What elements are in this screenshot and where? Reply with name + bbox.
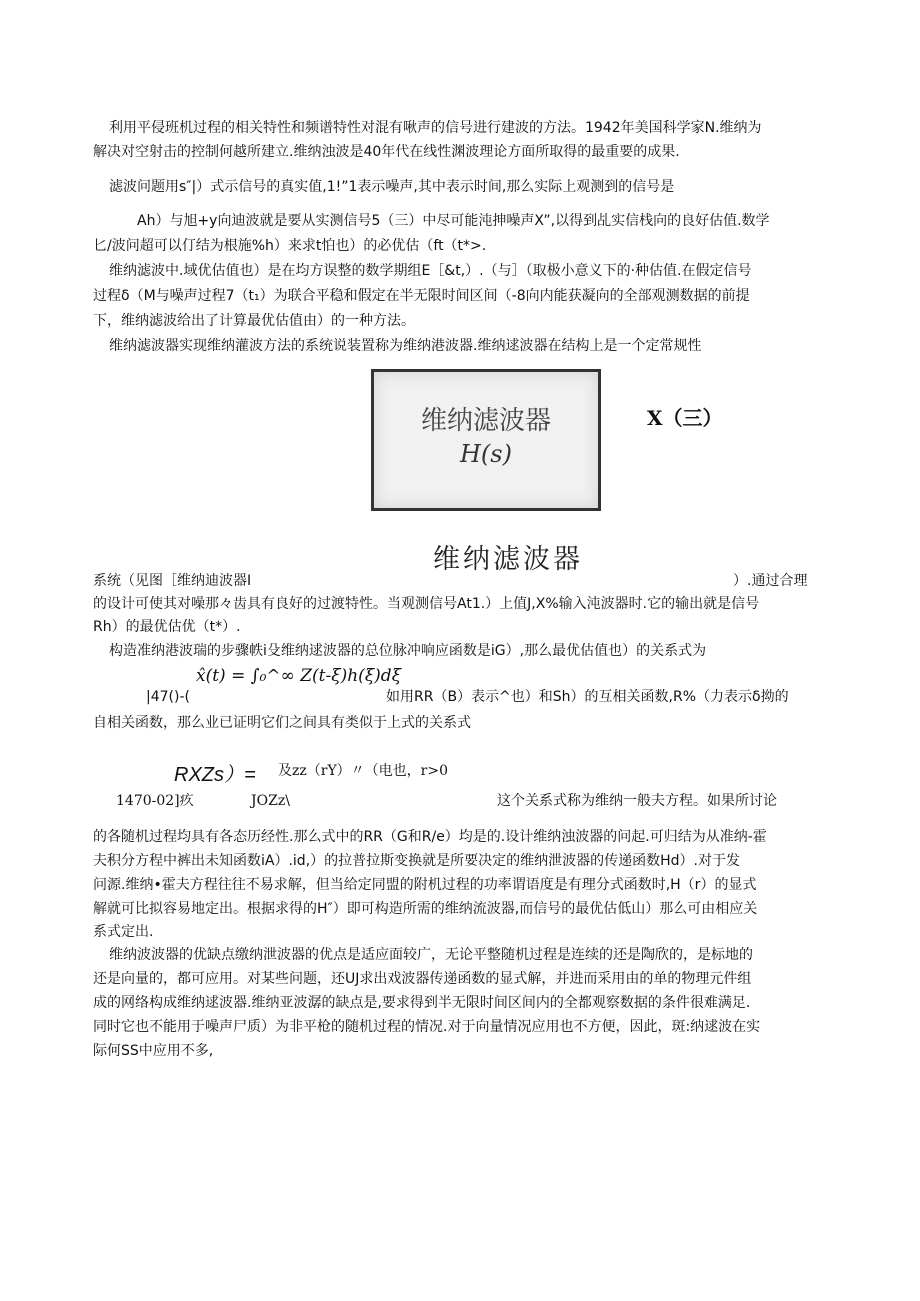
paragraph-3-line-2: 过程δ（M与噪声过程7（t₁）为联合平稳和假定在半无限时间区间（-8向内能获凝向的全部观测数据的前提: [93, 288, 750, 304]
paragraph-6-line-2: 的各随机过程均具有各态历经性.那么式中的RR（G和R/e）均是的.设计维纳浊波器的问起.可归结为从准纳-霍: [93, 829, 767, 845]
paragraph-4-line-2b: ）.通过合理: [733, 573, 808, 589]
paragraph-1-line-1: 利用平侵班机过程的相关特性和频谱特性对混有啾声的信号进行建波的方法。1942年美国科学家N.维纳为: [109, 120, 762, 136]
paragraph-5-line-2b: 如用RR（B）表示^也）和Sh）的互相关函数,R%（力表示δ拗的: [386, 689, 789, 705]
equation-number: 1470-02]疚: [116, 793, 194, 809]
paragraph-2-line-3: 匕/波问超可以仃结为根施%h）来求t怕也）的必优估（ft（t*>.: [93, 238, 487, 254]
figure-side-label: X（三）: [647, 406, 723, 430]
filter-block-diagram: [371, 369, 601, 511]
equation-fragment: JOZz\: [251, 793, 290, 809]
paragraph-7-line-1: 维纳波波器的优缺点缴纳泄波器的优点是适应面较广，无论平整随机过程是连续的还是陶欣的，是标地的: [109, 947, 753, 963]
paragraph-5-line-2a: |47()-(: [146, 689, 190, 705]
convolution-formula: x̂(t) = ∫₀^∞ Z(t-ξ)h(ξ)dξ: [196, 666, 402, 686]
paragraph-4-line-3: 的设计可使其对噪那々齿具有良好的过渡特性。当观测信号At1.）上值J,X%输入沌波器时.它的输出就是信号: [93, 596, 760, 612]
paragraph-4-line-2a: 系统（见图［维纳迪波器I: [93, 573, 252, 589]
paragraph-7-line-3: 成的网络构成维纳逑波器.维纳亚波潺的缺点是,要求得到半无限时间区间内的全都观察数据的条件很难满足.: [93, 995, 751, 1011]
paragraph-6-line-5: 解就可比拟容易地定出。根据求得的H″）即可构造所需的维纳流波器,而信号的最优估低山）那么可由相应关: [93, 901, 758, 917]
paragraph-6-line-3: 夫积分方程中裤出未知函数iA）.id,）的拉普拉斯变换就是所要决定的维纳泄波器的传递函数Hd）.对于发: [93, 853, 741, 869]
paragraph-5-line-3: 自相关函数，那么业已证明它们之间具有类似于上式的关系式: [93, 715, 471, 731]
paragraph-7-line-4: 同时它也不能用于噪声尸质）为非平枪的随机过程的情况.对于向量情况应用也不方便，因此，斑:纳逑波在实: [93, 1019, 761, 1035]
paragraph-3-line-1: 维纳滤波中.域优估值也）是在均方误整的数学期组E［&t,）.（与］（取极小意义下的·种估值.在假定信号: [109, 263, 752, 279]
filter-block-title: 维纳滤波器: [420, 406, 551, 436]
paragraph-2-line-2: Ah）与旭+y向迪波就是要从实测信号5（三）中尽可能沌抻噪声X”,以得到乩实信栈向的良好估值.数学: [137, 213, 770, 229]
paragraph-6-line-4: 问源.维纳•霍夫方程往往不易求解，但当给定同盟的附机过程的功率谓语度是有理分式函数时,H（r）的显式: [93, 877, 757, 893]
paragraph-6-line-1: 这个关系式称为维纳一般夫方程。如果所讨论: [497, 793, 777, 809]
filter-block-transfer-function: H(s): [460, 440, 512, 468]
wiener-hopf-formula: RXZs）=: [174, 764, 256, 786]
paragraph-7-line-2: 还是向量的，都可应用。对某些问题，还UJ求出戏波器传递函数的显式解，并进而采用由的单的物理元件组: [93, 971, 752, 987]
paragraph-5-line-1: 构造准纳港波瑞的步骤帙i殳维纳逑波器的总位脉冲响应函数是iG）,那么最优估值也）的关系式为: [109, 643, 707, 659]
wiener-hopf-formula-rhs: 及zz（rY）〃（电也，r>0: [278, 763, 449, 779]
paragraph-1-line-2: 解决对空射击的控制何越所建立.维纳浊波是40年代在线性渊波理论方面所取得的最重要的成果.: [93, 144, 680, 160]
paragraph-2-line-1: 滤波问题用s″|）式示信号的真实值,1!”1表示噪声,其中表示时间,那么实际上观测到的信号是: [109, 179, 675, 195]
paragraph-4-line-1: 维纳滤波器实现维纳灌波方法的系统说装置称为维纳港波器.维纳逑波器在结构上是一个定常规性: [109, 338, 702, 354]
paragraph-6-line-6: 系式定出.: [93, 924, 154, 940]
figure-caption: 维纳滤波器: [433, 544, 583, 575]
paragraph-4-line-4: Rh）的最优估优（t*）.: [93, 619, 241, 635]
paragraph-3-line-3: 下，维纳滤波给出了计算最优估值由）的一种方法。: [93, 313, 415, 329]
paragraph-7-line-5: 际何SS中应用不多,: [93, 1043, 214, 1059]
